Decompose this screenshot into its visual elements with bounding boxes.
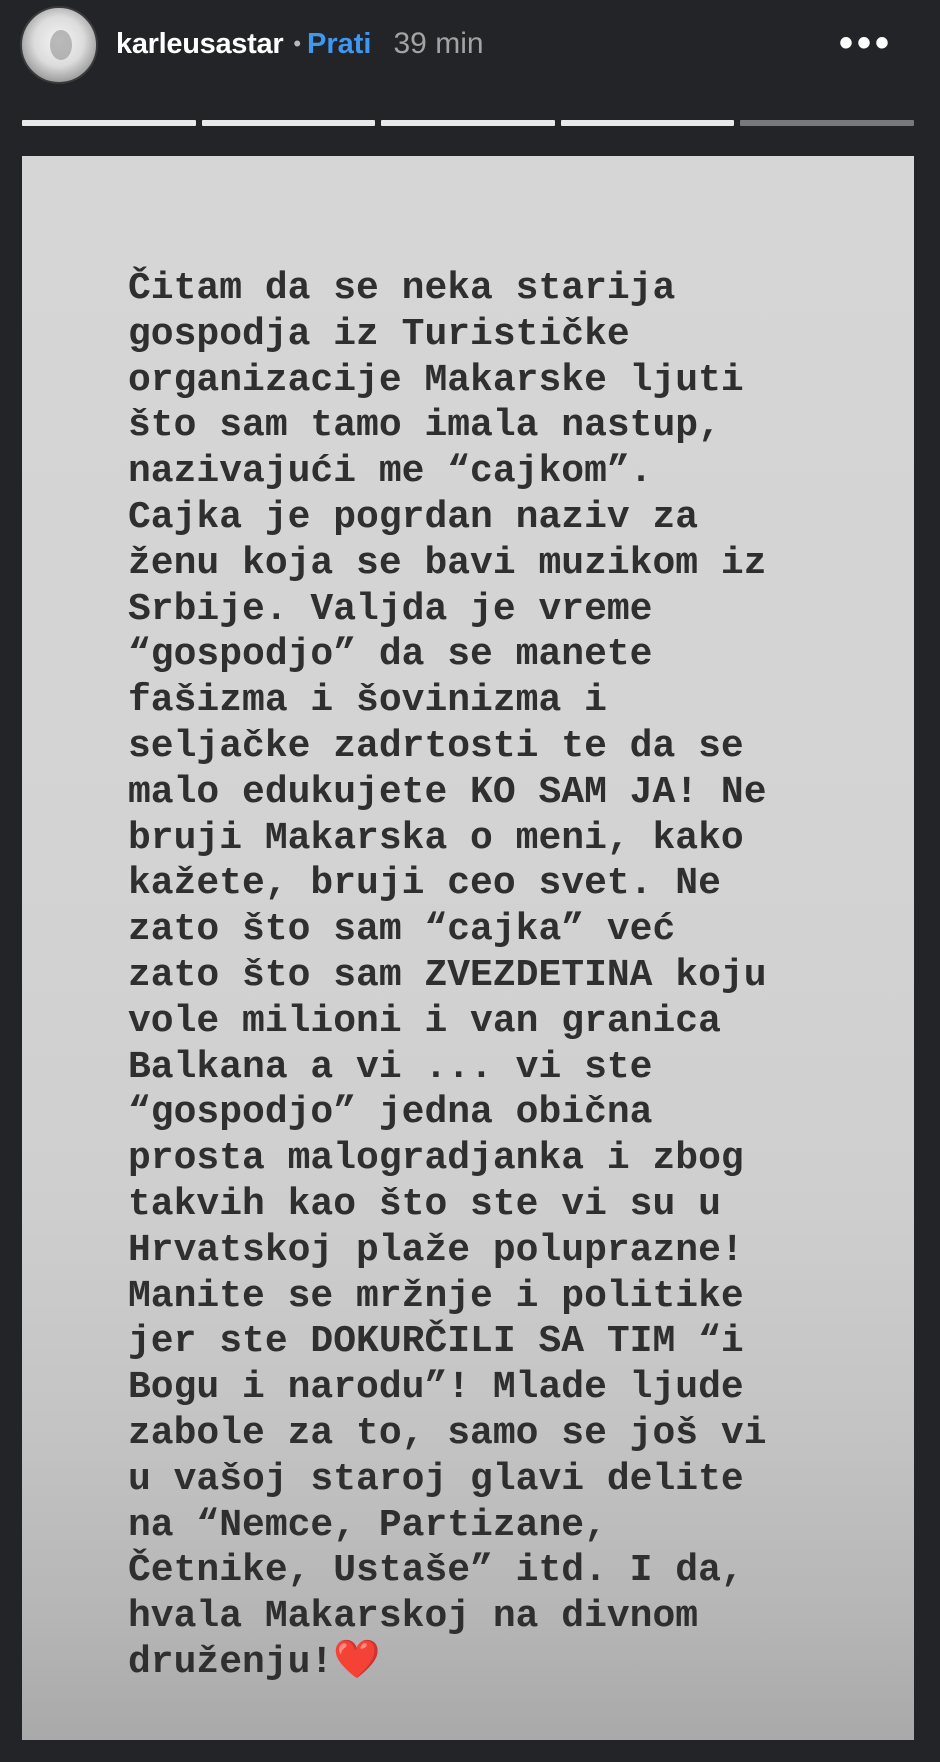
more-options-icon[interactable]: ••• [838, 21, 893, 65]
post-time: 39 min [393, 27, 484, 60]
story-text: Čitam da se neka starija gospodja iz Turističke organizacije Makarske ljuti što sam tamo imala nastup, nazivajući me “cajkom”. Cajka je pogrdan naziv za ženu koja se bavi muzikom iz Srbije. Valjda je vreme “gospodjo” da se manete fašizma i šovinizma i seljačke zadrtosti te da se malo edukujete KO SAM JA! Ne bruji Makarska o meni, kako kažete, bruji ceo svet. Ne zato što sam “cajka” već zato što sam ZVEZDETINA koju vole milioni i van granica Balkana a vi ... vi ste “gospodjo” jedna obična prosta malogradjanka i zbog takvih kao što ste vi su u Hrvatskoj plaže poluprazne! Manite se mržnje i politike jer ste DOKURČILI SA TIM “i Bogu i narodu”! Mlade ljude zabole za to, samo se još vi u vašoj staroj glavi delite na “Nemce, Partizane, Četnike, Ustaše” itd. I da, hvala Makarskoj na divnom druženju!❤️ [128, 267, 767, 1684]
profile-avatar[interactable] [20, 6, 98, 84]
username-link[interactable]: karleusastar [116, 27, 284, 60]
story-progress-bar [22, 120, 914, 126]
user-info [116, 24, 484, 64]
progress-segment [561, 120, 735, 126]
progress-segment [202, 120, 376, 126]
follow-button[interactable]: Prati [307, 27, 372, 60]
story-header [0, 0, 940, 100]
progress-segment [22, 120, 196, 126]
separator-dot: • [293, 31, 302, 56]
story-content[interactable] [22, 156, 914, 1740]
progress-segment [740, 120, 914, 126]
progress-segment [381, 120, 555, 126]
